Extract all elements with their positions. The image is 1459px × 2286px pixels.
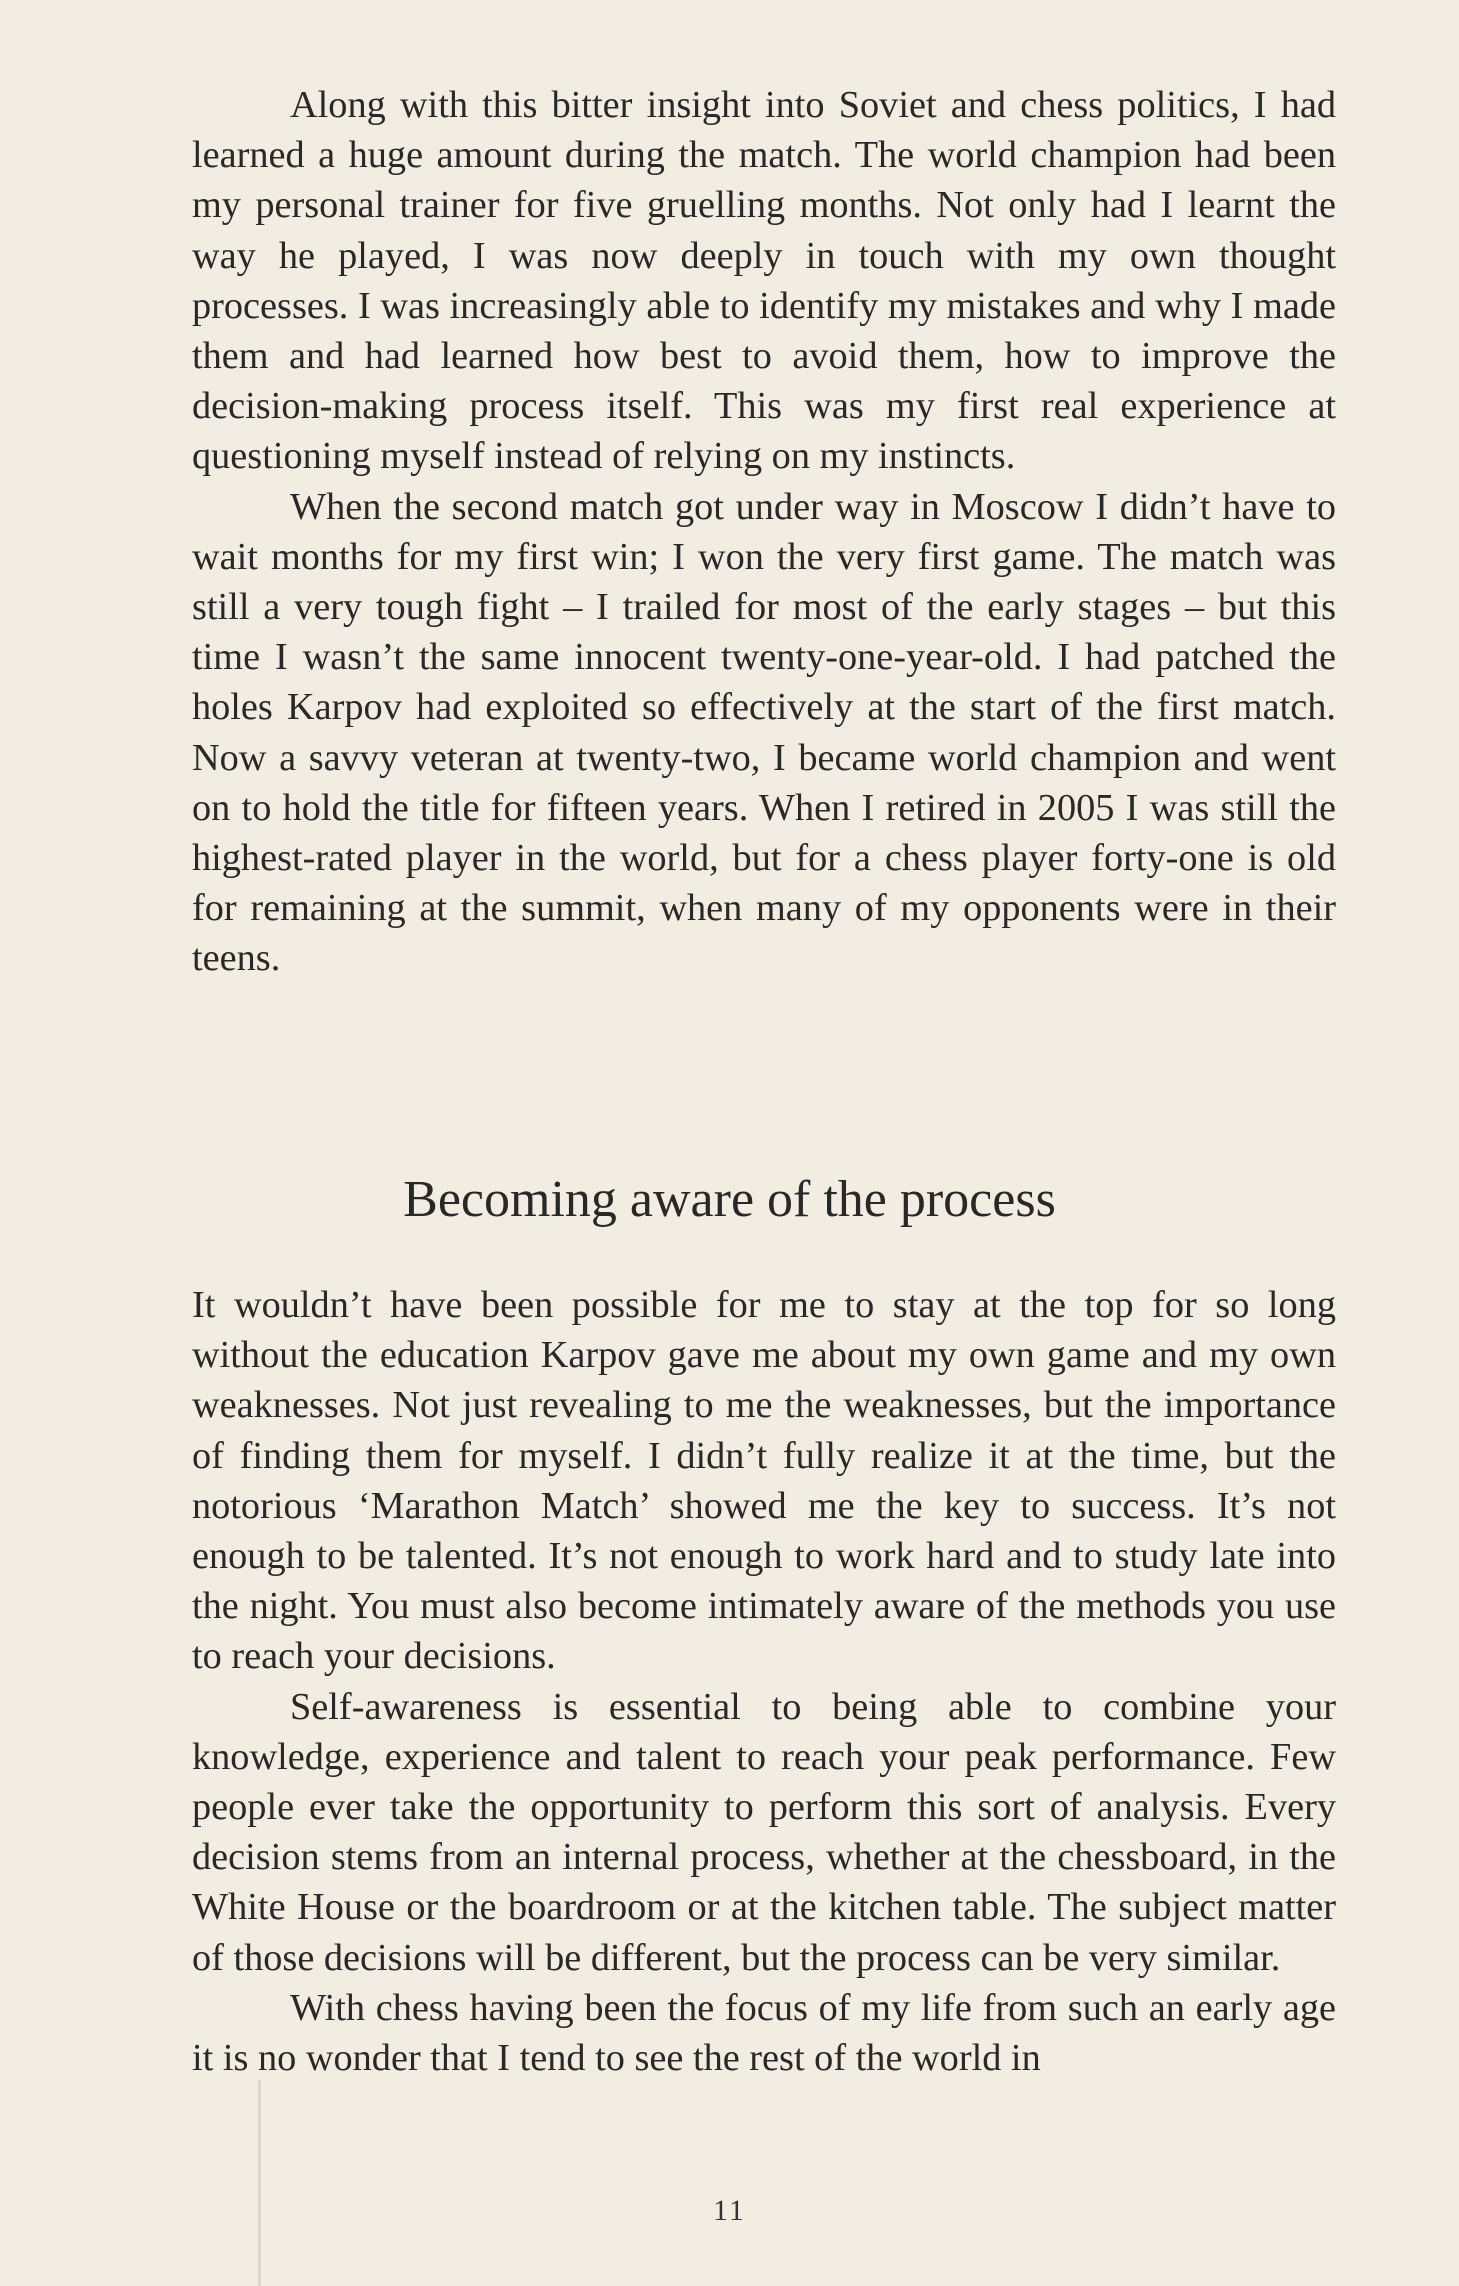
page-gutter-shadow <box>258 2080 261 2286</box>
paragraph: When the second match got under way in Moscow I didn’t have to wait months for my first win; I won the very first game. The match was still a very tough fight – I trailed for most of the early stages – but this time I wasn’t the same innocent twenty-one-year-old. I had patched the holes Karpov had exploited so effectively at the start of the first match. Now a savvy veteran at twenty-two, I became world champion and went on to hold the title for fifteen years. When I retired in 2005 I was still the highest-rated player in the world, but for a chess player forty-one is old for remaining at the summit, when many of my opponents were in their teens. <box>192 485 1336 980</box>
paragraph: Self-awareness is essential to being able to combine your knowledge, experience and talent to reach your peak performance. Few people ever take the opportunity to perform this sort of analysis. Every decision stems from an internal process, whether at the chessboard, in the White House or the boardroom or at the kitchen table. The subject matter of those decisions will be different, but the process can be very similar. <box>192 1685 1336 1979</box>
body-text-top <box>192 80 1336 984</box>
paragraph: With chess having been the focus of my life from such an early age it is no wonder that I tend to see the rest of the world in <box>192 1986 1336 2080</box>
body-text-bottom <box>192 1280 1336 2083</box>
page-number: 11 <box>713 2194 746 2227</box>
section-heading: Becoming aware of the process <box>403 1171 1056 1228</box>
paragraph: Along with this bitter insight into Soviet and chess politics, I had learned a huge amount during the match. The world champion had been my personal trainer for five gruelling months. Not only had I learnt the way he played, I was now deeply in touch with my own thought processes. I was increasingly able to identify my mistakes and why I made them and had learned how best to avoid them, how to improve the decision-making process itself. This was my first real experience at questioning myself instead of relying on my instincts. <box>192 84 1336 478</box>
paragraph: It wouldn’t have been possible for me to stay at the top for so long without the education Karpov gave me about my own game and my own weaknesses. Not just revealing to me the weaknesses, but the importance of finding them for myself. I didn’t fully realize it at the time, but the notorious ‘Marathon Match’ showed me the key to success. It’s not enough to be talented. It’s not enough to work hard and to study late into the night. You must also become intimately aware of the methods you use to reach your decisions. <box>192 1284 1336 1678</box>
